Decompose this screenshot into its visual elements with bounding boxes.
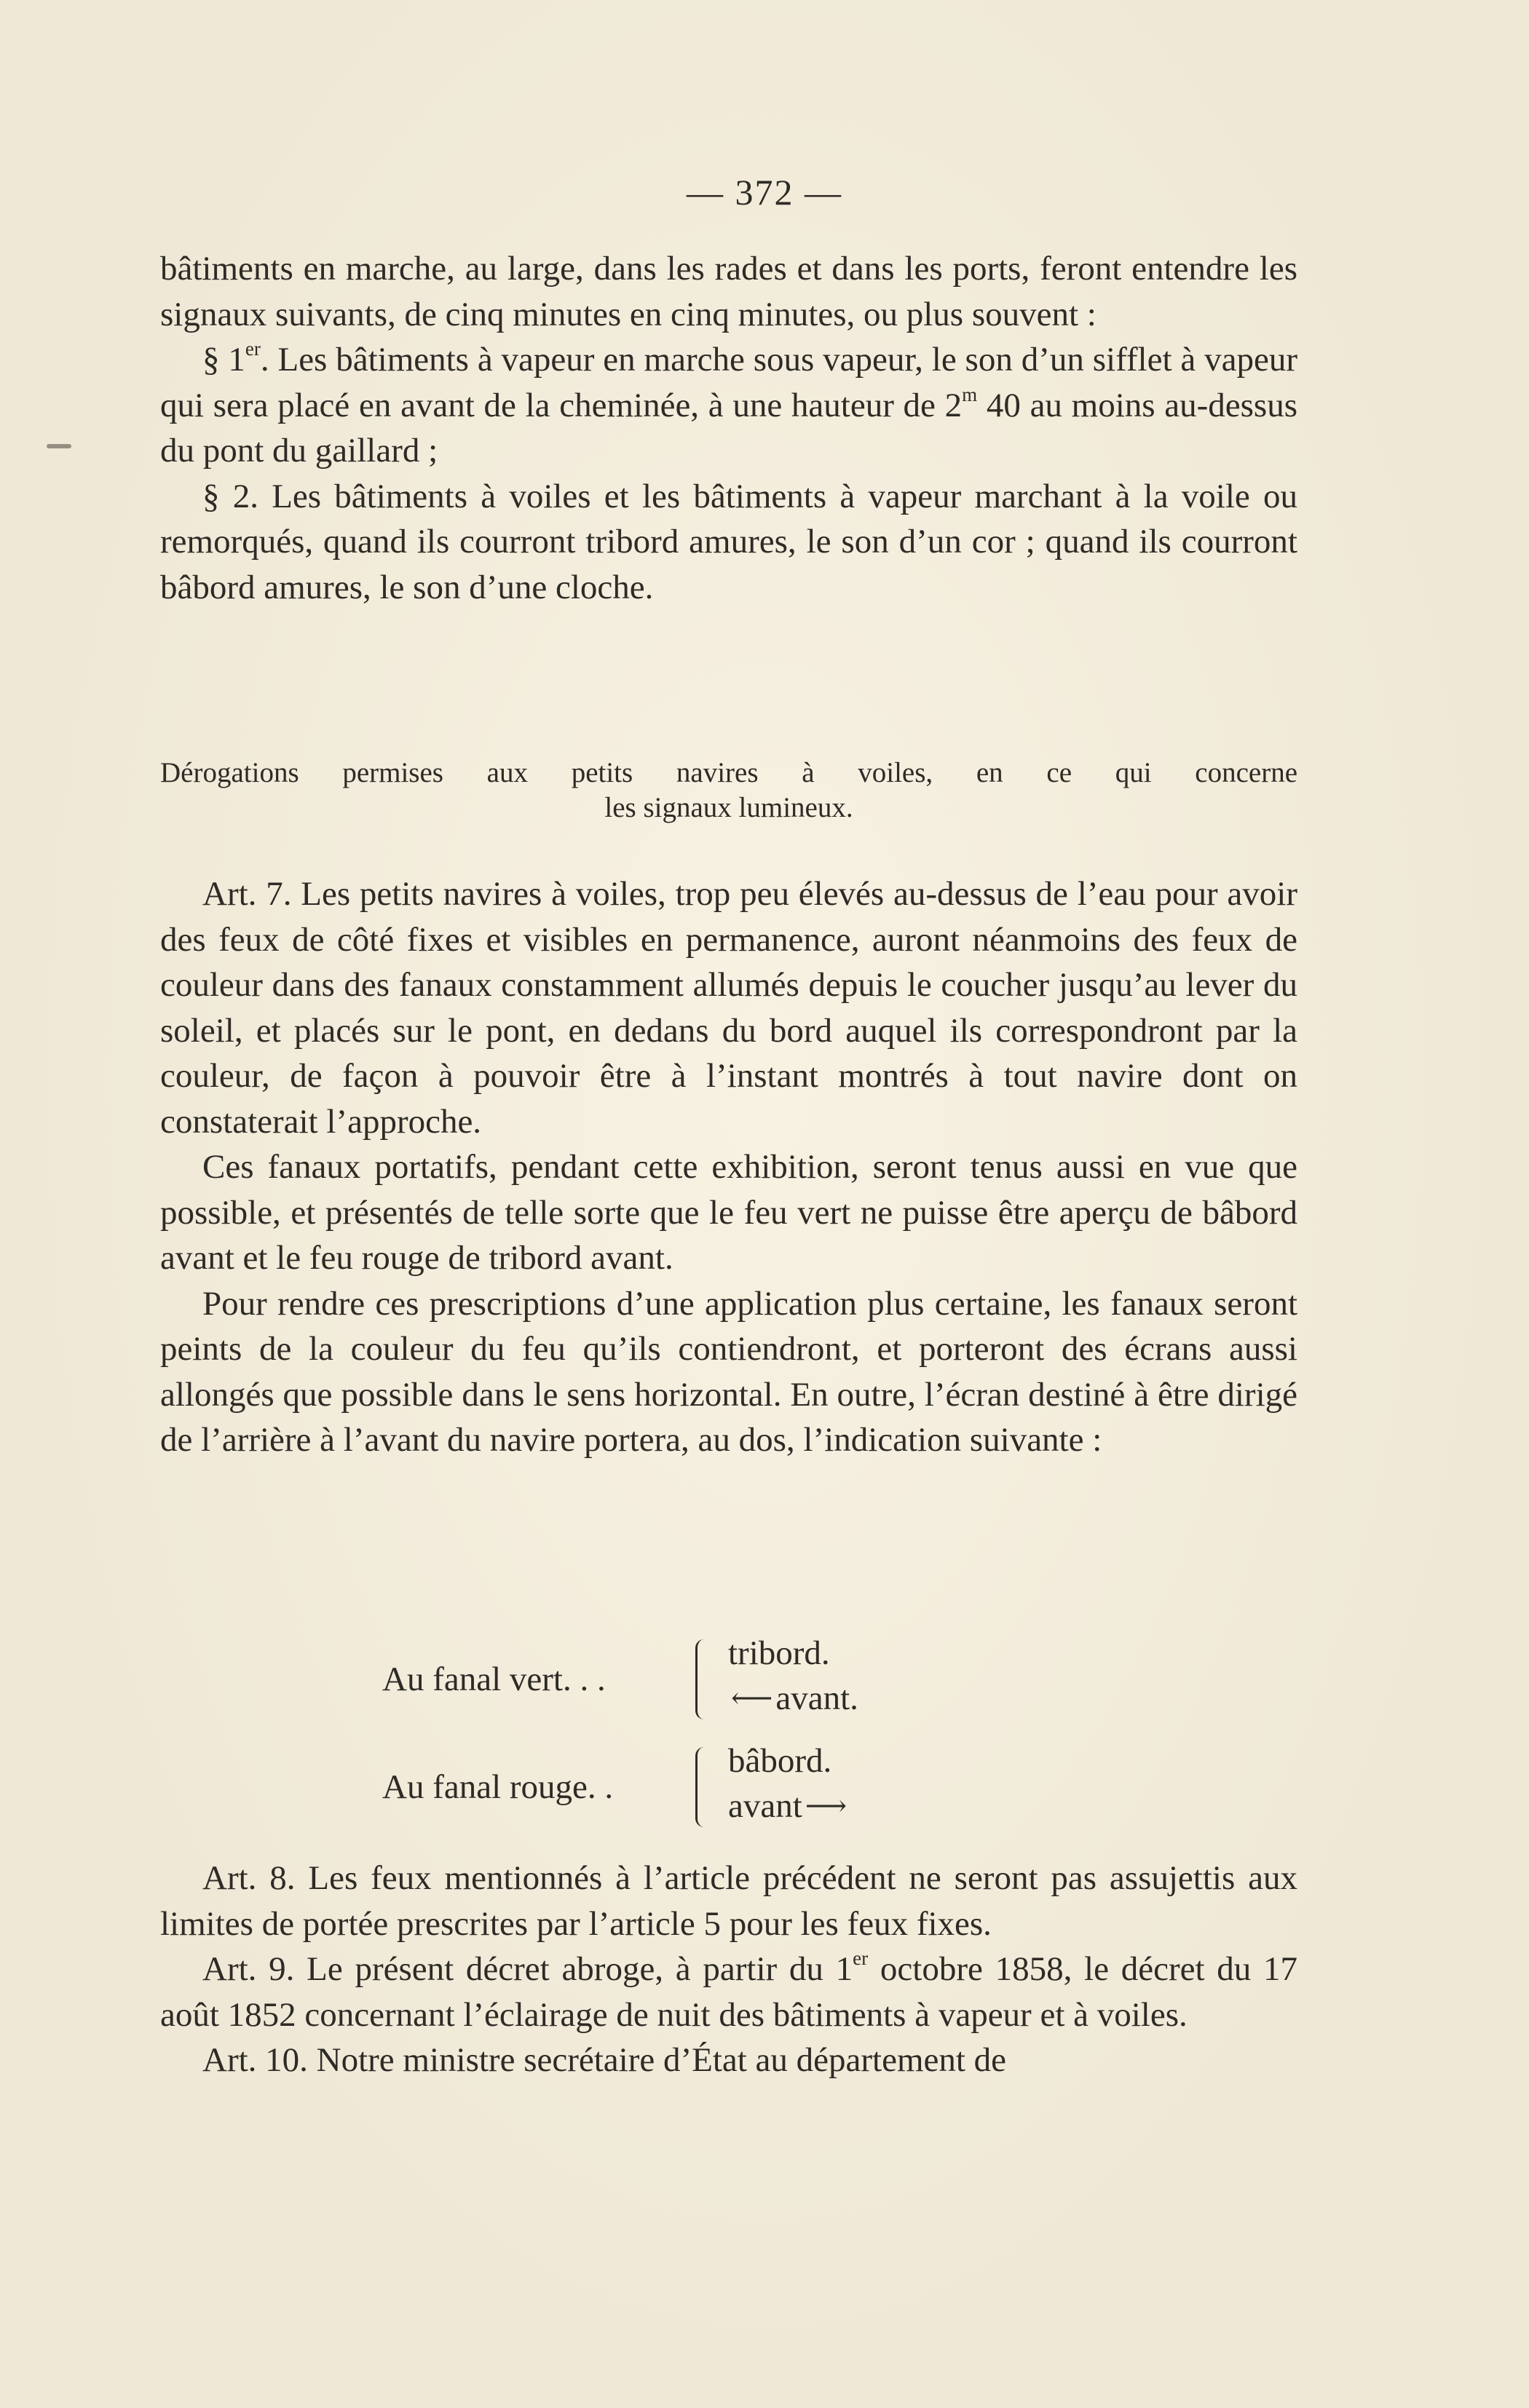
paragraph-article-7: Art. 7. Les petits navires à voiles, trop peu élevés au-dessus de l’eau pour avoir des feux de côté fixes et visibles en permanence, auront néanmoins des feux de couleur dans des fanaux constamment allumés depuis le coucher jusqu’au lever du soleil, et placés sur le pont, en dedans du bord auquel ils correspondront par la couleur, de façon à pouvoir être à l’instant montrés à tout navire dont on constaterait l’approche. — [160, 875, 1297, 1141]
paragraph-article-8: Art. 8. Les feux mentionnés à l’article précédent ne seront pas assujettis aux limites de portée prescrites par l’article 5 pour les feux fixes. — [160, 1859, 1297, 1943]
heading-line-1: Dérogations permises aux petits navires à voiles, en ce qui concerne — [160, 757, 1297, 788]
fanal-rouge-entry — [382, 1742, 965, 1833]
arrow-left-icon: ⟵ — [731, 1682, 773, 1714]
paragraph-section-1: § 1er. Les bâtiments à vapeur en marche sous vapeur, le son d’un sifflet à vapeur qui sera placé en avant de la cheminée, à une hauteur de 2$^m$ 40 au moins au-dessus du pont du gaillard ; — [160, 338, 1298, 470]
fanal-label: Au fanal rouge. . — [382, 1768, 614, 1806]
fanal-vert-entry — [382, 1634, 965, 1725]
brace-icon — [695, 1639, 708, 1719]
text-block-middle — [160, 871, 1297, 1463]
section-heading — [160, 756, 1297, 825]
paragraph-article-9: Art. 9. Le présent décret abroge, à partir du 1er octobre 1858, le décret du 17 août 1852 concernant l’éclairage de nuit des bâtiments à vapeur et à voiles. — [160, 1947, 1297, 2034]
fanal-direction: avant ⟶ — [728, 1787, 848, 1825]
paragraph: Pour rendre ces prescriptions d’une application plus certaine, les fanaux seront peints de la couleur du feu qu’ils contiendront, et porteront des écrans aussi allongés que possible dans le sens horizontal. En outre, l’écran destiné à être dirigé de l’arrière à l’avant du navire portera, au dos, l’indication suivante : — [160, 1284, 1297, 1459]
paragraph-section-2: § 2. Les bâtiments à voiles et les bâtiments à vapeur marchant à la voile ou remorqués, quand ils courront tribord amures, le son d’un cor ; quand ils courront bâbord amures, le son d’une cloche. — [160, 477, 1297, 606]
fanal-side: tribord. — [728, 1634, 830, 1672]
text-block-bottom — [160, 1855, 1297, 2083]
brace-icon — [695, 1747, 708, 1827]
fanal-direction: ⟵avant. — [731, 1679, 858, 1717]
fanal-label: Au fanal vert. . . — [382, 1660, 606, 1698]
text-block-top — [160, 246, 1297, 610]
arrow-right-icon: ⟶ — [805, 1789, 848, 1822]
heading-line-2: les signaux lumineux. — [604, 792, 853, 823]
paragraph-article-10: Art. 10. Notre ministre secrétaire d’État au département de — [202, 2041, 1007, 2079]
fanal-side: bâbord. — [728, 1742, 832, 1780]
page-number: — 372 — — [687, 172, 842, 213]
paragraph: bâtiments en marche, au large, dans les rades et dans les ports, feront entendre les signaux suivants, de cinq minutes en cinq minutes, ou plus souvent : — [160, 250, 1297, 333]
margin-mark — [47, 444, 71, 448]
paragraph: Ces fanaux portatifs, pendant cette exhibition, seront tenus aussi en vue que possible, et présentés de telle sorte que le feu vert ne puisse être aperçu de bâbord avant et le feu rouge de tribord avant. — [160, 1148, 1297, 1277]
